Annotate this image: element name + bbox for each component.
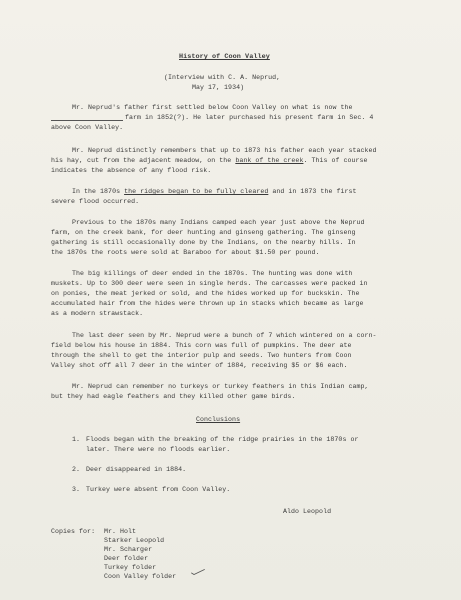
conclusion-1-line-2: later. There were no floods earlier. bbox=[86, 446, 231, 453]
paragraph-4-line-3: gathering is still occasionally done by the Indians, on the nearby hills. In bbox=[51, 239, 356, 246]
copy-recipient-1: Mr. Holt bbox=[104, 528, 137, 535]
paragraph-2-line-1: Mr. Neprud distinctly remembers that up to 1873 his father each year stacked bbox=[72, 147, 377, 154]
conclusion-1-number: 1. bbox=[72, 436, 81, 443]
copy-recipient-3: Mr. Scharger bbox=[104, 546, 153, 553]
paragraph-1-line-3: above Coon Valley. bbox=[51, 124, 124, 131]
signature: Aldo Leopold bbox=[283, 508, 332, 515]
paragraph-2-line-2: his hay, cut from the adjacent meadow, on the bank of the creek. This of course bbox=[51, 157, 368, 164]
paragraph-3-line-1: In the 1870s the ridges began to be fully cleared and in 1873 the first bbox=[72, 188, 357, 195]
paragraph-6-line-3: through the shell to get the interior pulp and seeds. Two hunters from Coon bbox=[51, 352, 352, 359]
conclusion-3-number: 3. bbox=[72, 486, 81, 493]
paragraph-6-line-2: field below his house in 1884. This corn was full of pumpkins. The deer ate bbox=[51, 342, 352, 349]
underlined-phrase-ridges: the ridges began to be fully cleared bbox=[124, 188, 269, 195]
paragraph-1-line-1: Mr. Neprud's father first settled below Coon Valley on what is now the bbox=[72, 104, 353, 111]
paragraph-4-line-4: the 1870s the roots were sold at Baraboo for about $1.50 per pound. bbox=[51, 249, 320, 256]
paragraph-1-line-2: farm in 1852(?). He later purchased his present farm in Sec. 4 bbox=[125, 114, 374, 121]
paragraph-6-line-1: The last deer seen by Mr. Neprud were a bunch of 7 which wintered on a corn- bbox=[72, 332, 377, 339]
paragraph-5-line-3: on ponies, the meat jerked or sold, and the hides worked up for buckskin. The bbox=[51, 290, 360, 297]
paragraph-5-line-5: as a modern strawstack. bbox=[51, 310, 144, 317]
paragraph-7-line-2: but they had eagle feathers and they killed other game birds. bbox=[51, 393, 296, 400]
conclusion-2-line-1: Deer disappeared in 1884. bbox=[86, 466, 187, 473]
conclusion-2-number: 2. bbox=[72, 466, 81, 473]
paragraph-5-line-4: accumulated hair from the hides were thrown up in stacks which became as large bbox=[51, 300, 364, 307]
blank-underline bbox=[51, 120, 123, 121]
paragraph-4-line-2: farm, on the creek bank, for deer hunting and ginseng gathering. The ginseng bbox=[51, 229, 356, 236]
copy-recipient-4: Deer folder bbox=[104, 555, 149, 562]
paragraph-7-line-1: Mr. Neprud can remember no turkeys or turkey feathers in this Indian camp, bbox=[72, 383, 369, 390]
copies-label: Copies for: bbox=[51, 528, 96, 535]
subtitle-line-1: (Interview with C. A. Neprud, bbox=[164, 74, 281, 81]
conclusion-3-line-1: Turkey were absent from Coon Valley. bbox=[86, 486, 231, 493]
paragraph-3-line-2: severe flood occurred. bbox=[51, 198, 140, 205]
paragraph-6-line-4: Valley shot off all 7 deer in the winter of 1884, receiving $5 or $6 each. bbox=[51, 362, 348, 369]
paragraph-5-line-1: The big killings of deer ended in the 1870s. The hunting was done with bbox=[72, 270, 353, 277]
handwritten-check-mark-icon bbox=[191, 569, 205, 575]
conclusion-1-line-1: Floods began with the breaking of the ridge prairies in the 1870s or bbox=[86, 436, 359, 443]
copy-recipient-6: Coon Valley folder bbox=[104, 573, 177, 580]
underlined-phrase-bank: bank of the creek bbox=[235, 157, 304, 164]
conclusions-heading: Conclusions bbox=[196, 416, 241, 423]
paragraph-4-line-1: Previous to the 1870s many Indians camped each year just above the Neprud bbox=[72, 219, 365, 226]
paragraph-2-line-3: indicates the absence of any flood risk. bbox=[51, 167, 212, 174]
copy-recipient-5: Turkey folder bbox=[104, 564, 157, 571]
copy-recipient-2: Starker Leopold bbox=[104, 537, 165, 544]
document-title: History of Coon Valley bbox=[179, 53, 270, 61]
paragraph-5-line-2: muskets. Up to 300 deer were seen in single herds. The carcasses were packed in bbox=[51, 280, 368, 287]
subtitle-line-2: May 17, 1934) bbox=[192, 84, 245, 91]
